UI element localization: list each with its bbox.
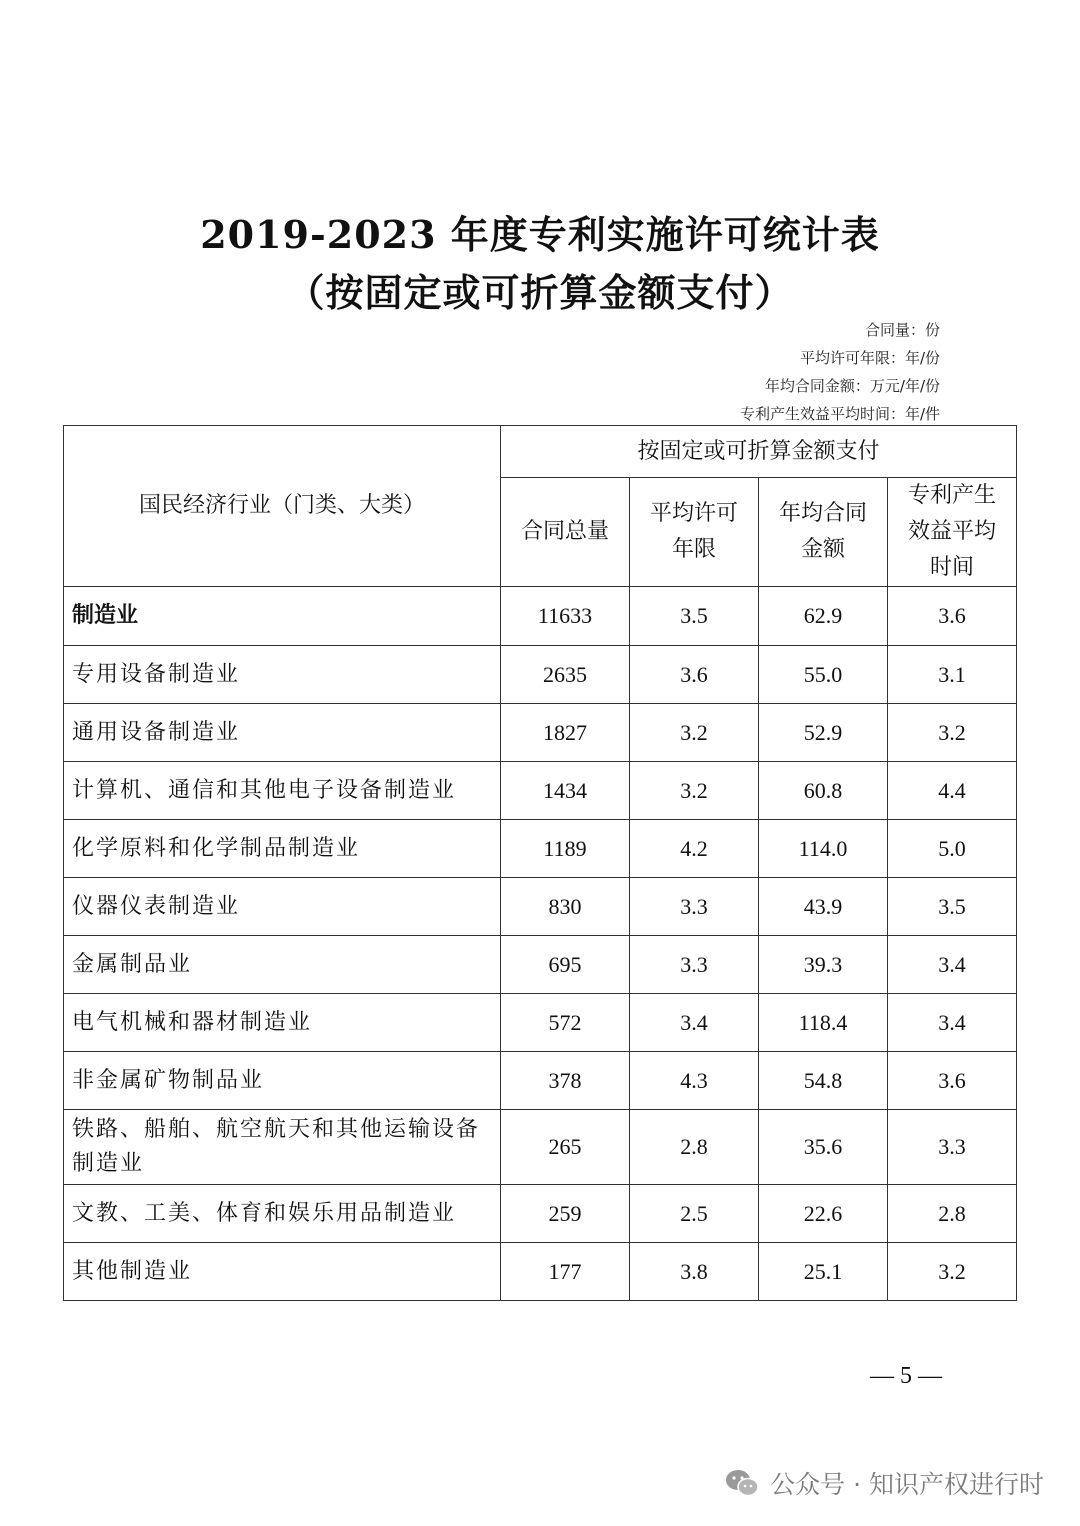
contract-total-cell: 572 — [501, 994, 630, 1052]
contract-total-cell: 11633 — [501, 587, 630, 646]
table-row — [64, 646, 1017, 704]
benefit-time-cell: 2.8 — [888, 1185, 1017, 1243]
benefit-time-cell: 3.3 — [888, 1110, 1017, 1185]
payment-group-header: 按固定或可折算金额支付 — [501, 426, 1017, 478]
contract-amount-cell: 52.9 — [759, 704, 888, 762]
contract-amount-cell: 25.1 — [759, 1243, 888, 1301]
industry-name-cell: 计算机、通信和其他电子设备制造业 — [64, 762, 501, 820]
industry-name-cell: 电气机械和器材制造业 — [64, 994, 501, 1052]
contract-amount-cell: 114.0 — [759, 820, 888, 878]
contract-total-cell: 259 — [501, 1185, 630, 1243]
license-years-cell: 2.8 — [630, 1110, 759, 1185]
benefit-time-cell: 4.4 — [888, 762, 1017, 820]
col-header-total: 合同总量 — [501, 478, 630, 587]
industry-name-cell: 其他制造业 — [64, 1243, 501, 1301]
license-years-cell: 3.8 — [630, 1243, 759, 1301]
license-years-cell: 4.2 — [630, 820, 759, 878]
contract-amount-cell: 54.8 — [759, 1052, 888, 1110]
contract-total-cell: 1827 — [501, 704, 630, 762]
license-years-cell: 3.2 — [630, 762, 759, 820]
col-header-years: 平均许可年限 — [630, 478, 759, 587]
benefit-time-cell: 3.2 — [888, 704, 1017, 762]
industry-name-cell: 文教、工美、体育和娱乐用品制造业 — [64, 1185, 501, 1243]
contract-total-cell: 265 — [501, 1110, 630, 1185]
table-row — [64, 587, 1017, 646]
benefit-time-cell: 3.2 — [888, 1243, 1017, 1301]
industry-name-cell: 非金属矿物制品业 — [64, 1052, 501, 1110]
units-legend — [740, 316, 940, 428]
benefit-time-cell: 3.4 — [888, 994, 1017, 1052]
contract-amount-cell: 39.3 — [759, 936, 888, 994]
contract-total-cell: 378 — [501, 1052, 630, 1110]
contract-amount-cell: 43.9 — [759, 878, 888, 936]
benefit-time-cell: 3.5 — [888, 878, 1017, 936]
unit-benefit-time: 专利产生效益平均时间：年/件 — [739, 405, 940, 423]
contract-amount-cell: 118.4 — [759, 994, 888, 1052]
contract-total-cell: 695 — [501, 936, 630, 994]
license-years-cell: 3.3 — [630, 878, 759, 936]
industry-name-cell: 铁路、船舶、航空航天和其他运输设备制造业 — [64, 1110, 501, 1185]
contract-amount-cell: 60.8 — [759, 762, 888, 820]
table-row — [64, 1185, 1017, 1243]
contract-amount-cell: 55.0 — [759, 646, 888, 704]
wechat-icon — [724, 1468, 760, 1498]
table-row — [64, 994, 1017, 1052]
industry-name-cell: 专用设备制造业 — [64, 646, 501, 704]
table-row — [64, 704, 1017, 762]
industry-name-cell: 通用设备制造业 — [64, 704, 501, 762]
col-header-benefit: 专利产生效益平均时间 — [888, 478, 1017, 587]
license-years-cell: 3.6 — [630, 646, 759, 704]
statistics-table — [63, 425, 1017, 1301]
industry-name-cell: 金属制品业 — [64, 936, 501, 994]
benefit-time-cell: 3.4 — [888, 936, 1017, 994]
industry-header: 国民经济行业（门类、大类） — [64, 426, 501, 587]
contract-total-cell: 1189 — [501, 820, 630, 878]
table-row — [64, 762, 1017, 820]
contract-amount-cell: 22.6 — [759, 1185, 888, 1243]
license-years-cell: 2.5 — [630, 1185, 759, 1243]
contract-total-cell: 2635 — [501, 646, 630, 704]
unit-contracts: 合同量：份 — [864, 321, 940, 339]
benefit-time-cell: 3.6 — [888, 1052, 1017, 1110]
benefit-time-cell: 5.0 — [888, 820, 1017, 878]
contract-amount-cell: 62.9 — [759, 587, 888, 646]
table-row — [64, 936, 1017, 994]
benefit-time-cell: 3.1 — [888, 646, 1017, 704]
license-years-cell: 3.2 — [630, 704, 759, 762]
license-years-cell: 3.4 — [630, 994, 759, 1052]
page-number: — 5 — — [870, 1363, 942, 1389]
industry-name-cell: 制造业 — [64, 587, 501, 646]
contract-total-cell: 177 — [501, 1243, 630, 1301]
license-years-cell: 3.5 — [630, 587, 759, 646]
title-line-2: （按固定或可折算金额支付） — [286, 270, 794, 315]
watermark — [724, 1465, 1044, 1501]
table-row — [64, 1243, 1017, 1301]
col-header-amount: 年均合同金额 — [759, 478, 888, 587]
unit-contract-amount: 年均合同金额：万元/年/份 — [764, 377, 940, 395]
contract-total-cell: 830 — [501, 878, 630, 936]
contract-amount-cell: 35.6 — [759, 1110, 888, 1185]
license-years-cell: 4.3 — [630, 1052, 759, 1110]
benefit-time-cell: 3.6 — [888, 587, 1017, 646]
license-years-cell: 3.3 — [630, 936, 759, 994]
contract-total-cell: 1434 — [501, 762, 630, 820]
title-line-1: 2019-2023 年度专利实施许可统计表 — [200, 212, 880, 257]
table-row — [64, 878, 1017, 936]
industry-name-cell: 化学原料和化学制品制造业 — [64, 820, 501, 878]
table-row — [64, 820, 1017, 878]
industry-name-cell: 仪器仪表制造业 — [64, 878, 501, 936]
watermark-text: 公众号 · 知识产权进行时 — [770, 1470, 1044, 1499]
table-row — [64, 1052, 1017, 1110]
unit-license-years: 平均许可年限：年/份 — [799, 349, 940, 367]
table-row — [64, 1110, 1017, 1185]
